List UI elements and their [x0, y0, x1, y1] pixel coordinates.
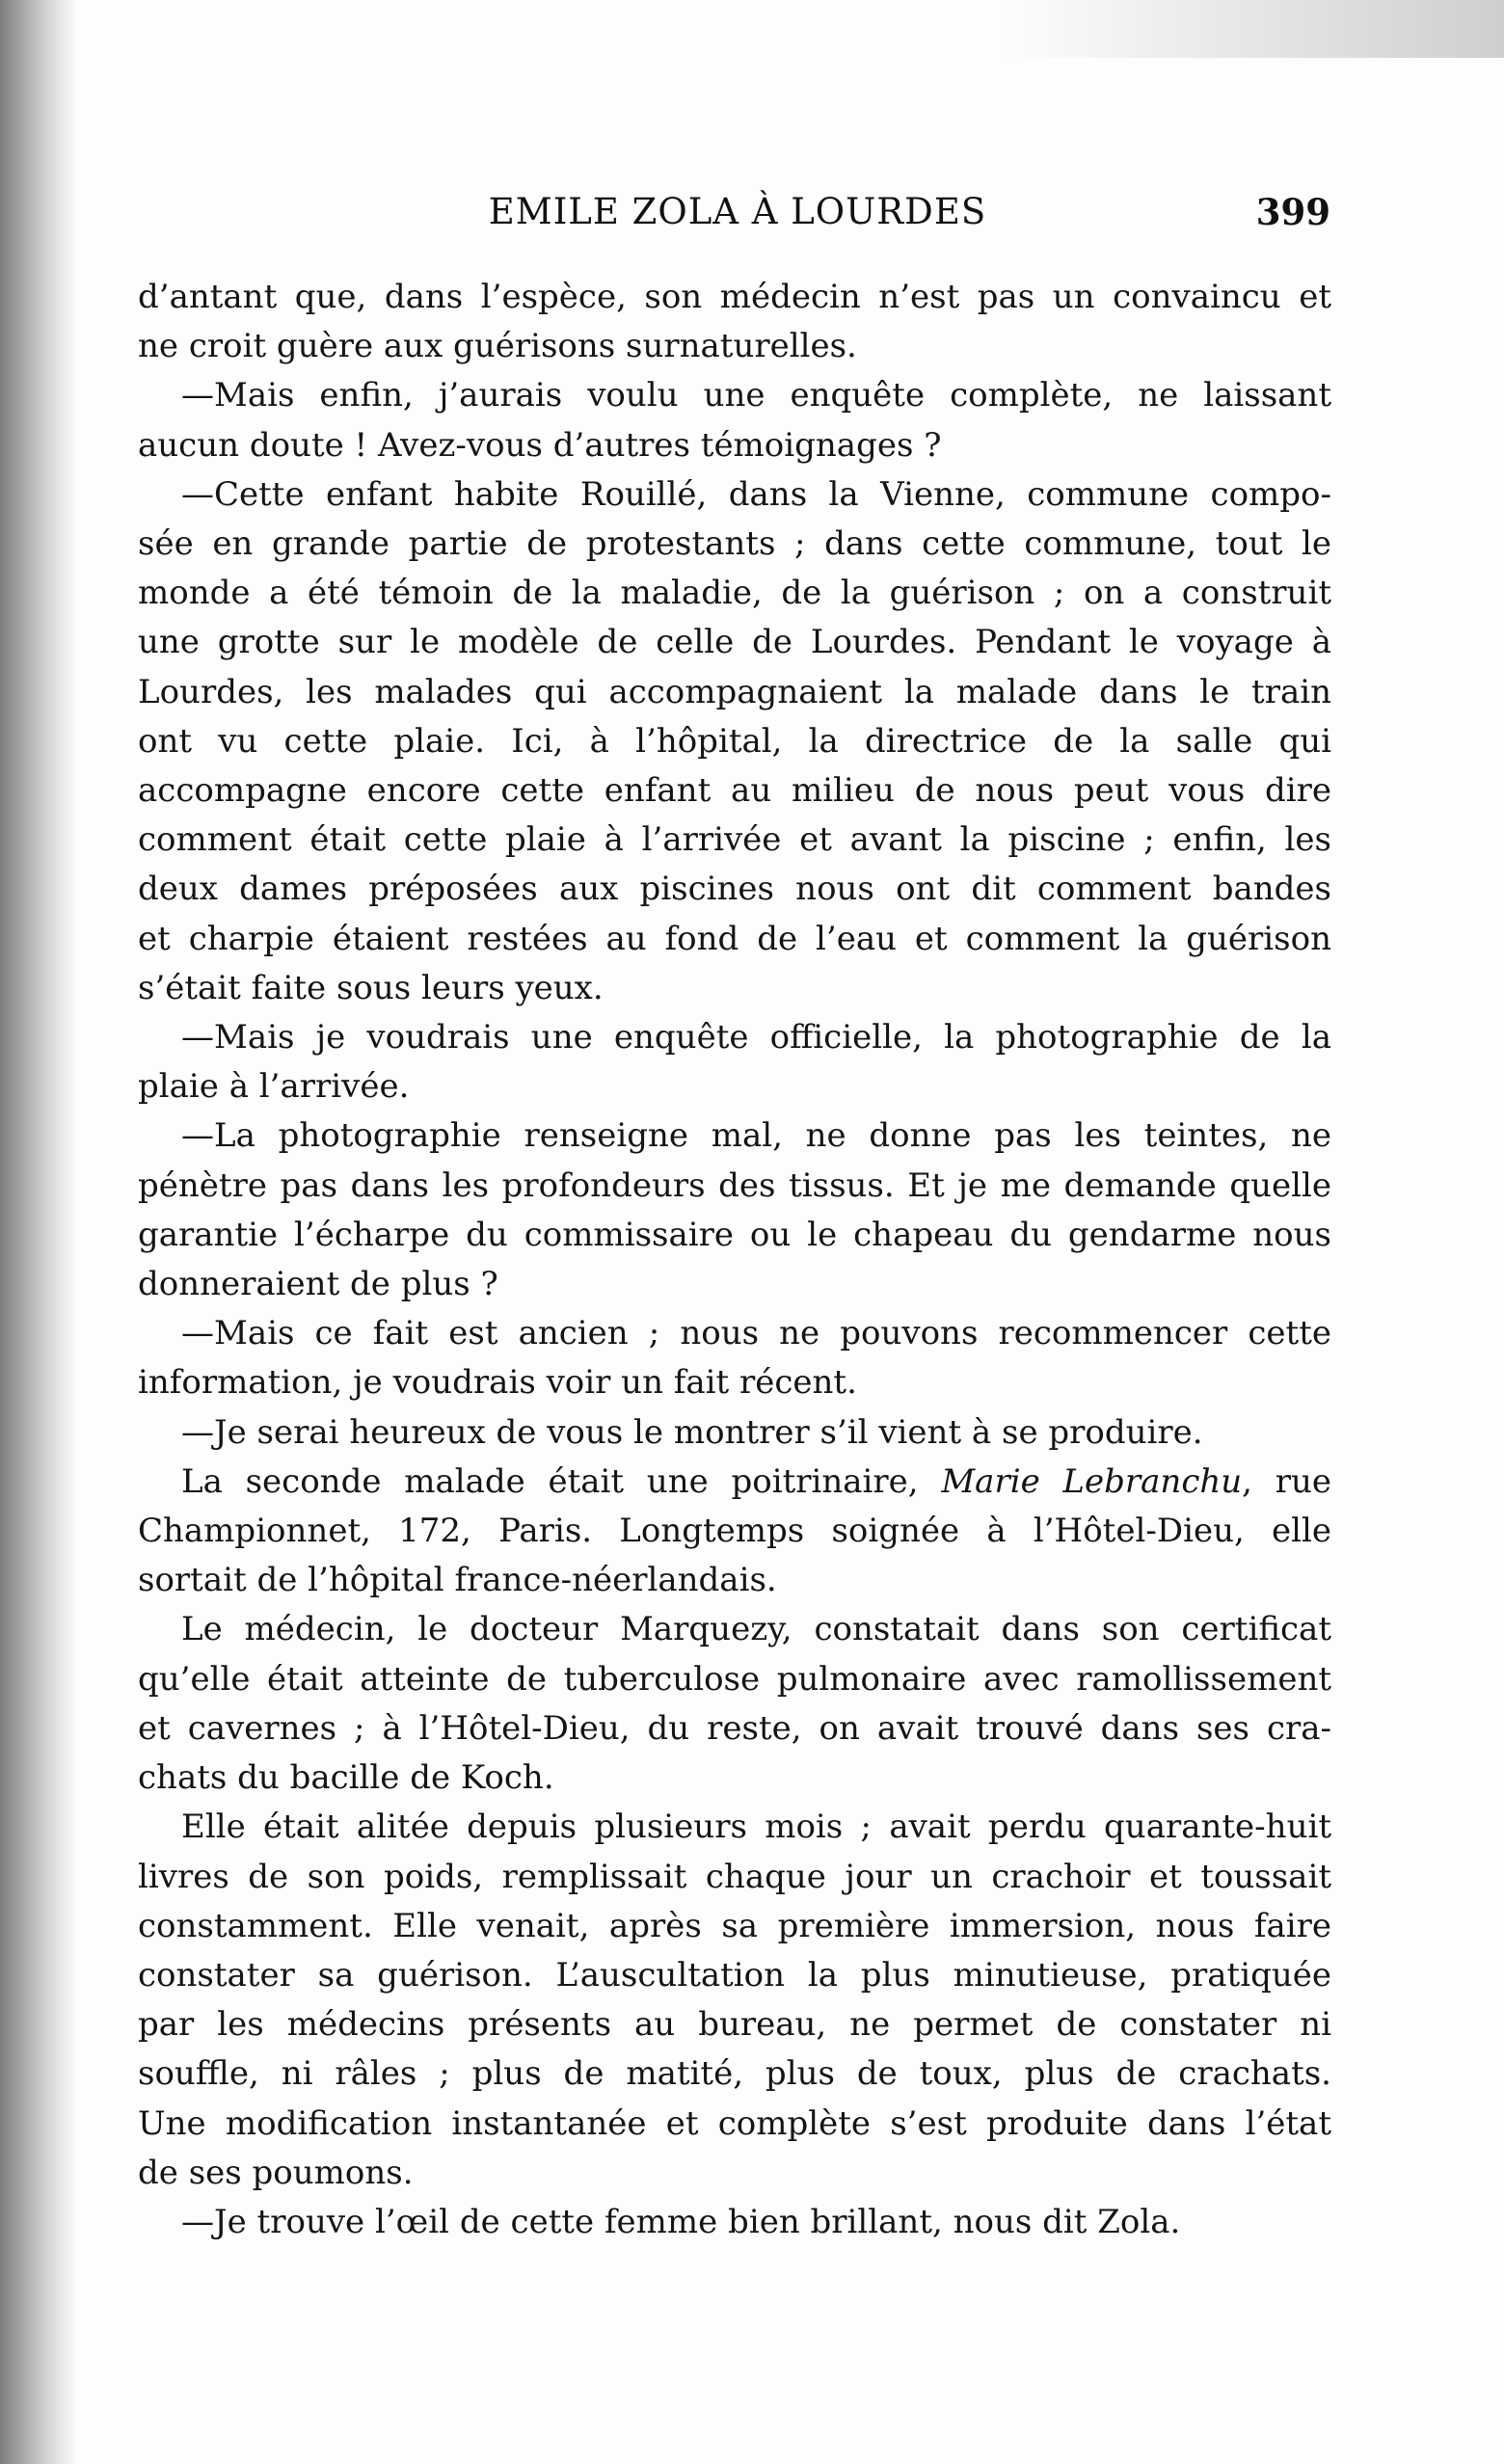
text-line: —Mais ce fait est ancien ; nous ne pouvons recommencer cette — [181, 1314, 1331, 1353]
text-line: monde a été témoin de la maladie, de la guérison ; on a construit — [138, 574, 1331, 613]
text-line: deux dames préposées aux piscines nous ont dit comment bandes — [138, 870, 1331, 909]
text-line: et charpie étaient restées au fond de l’eau et comment la guérison — [138, 919, 1331, 958]
text-line: —Cette enfant habite Rouillé, dans la Vienne, commune compo- — [181, 474, 1331, 514]
text-line: qu’elle était atteinte de tuberculose pulmonaire avec ramollissement — [138, 1659, 1331, 1699]
text-line: sortait de l’hôpital france-néerlandais. — [138, 1561, 777, 1600]
text-line: Lourdes, les malades qui accompagnaient la malade dans le train — [138, 672, 1331, 711]
running-head — [145, 191, 1330, 245]
text-line: sée en grande partie de protestants ; dans cette commune, tout le — [138, 524, 1331, 564]
text-line: chats du bacille de Koch. — [138, 1758, 554, 1798]
text-line: d’antant que, dans l’espèce, son médecin n’est pas un convaincu et — [138, 278, 1331, 316]
text-line: garantie l’écharpe du commissaire ou le chapeau du gendarme nous — [138, 1215, 1331, 1254]
text-line: Une modification instantanée et complète s’est produite dans l’état — [138, 2103, 1331, 2143]
text-line: Le médecin, le docteur Marquezy, constatait dans son certificat — [181, 1610, 1331, 1649]
text-line: —Je trouve l’œil de cette femme bien brillant, nous dit Zola. — [181, 2202, 1181, 2241]
text-line: information, je voudrais voir un fait récent. — [138, 1363, 857, 1403]
text-line: ont vu cette plaie. Ici, à l’hôpital, la directrice de la salle qui — [138, 721, 1331, 761]
text-line: Elle était alitée depuis plusieurs mois ; avait perdu quarante-huit — [181, 1808, 1331, 1847]
italic-name: Marie Lebranchu — [941, 1461, 1243, 1501]
text-line: souffle, ni râles ; plus de matité, plus de toux, plus de crachats. — [138, 2054, 1331, 2094]
text-line: Championnet, 172, Paris. Longtemps soignée à l’Hôtel-Dieu, elle — [138, 1512, 1331, 1551]
text-line: donneraient de plus ? — [138, 1265, 498, 1304]
text-line: s’était faite sous leurs yeux. — [138, 968, 604, 1007]
running-title: EMILE ZOLA À LOURDES — [488, 191, 987, 232]
text-line: plaie à l’arrivée. — [138, 1067, 410, 1107]
text-line: ne croit guère aux guérisons surnaturelles. — [138, 327, 857, 366]
scan-edge-shading — [1003, 0, 1504, 58]
text-line: de ses poumons. — [138, 2153, 414, 2192]
text-line: —Mais enfin, j’aurais voulu une enquête complète, ne laissant — [181, 376, 1331, 415]
text-line: —Je serai heureux de vous le montrer s’il vient à se produire. — [181, 1412, 1203, 1452]
binding-shadow — [0, 0, 77, 2464]
text-line: aucun doute ! Avez-vous d’autres témoignages ? — [138, 425, 942, 465]
body-text — [138, 273, 1331, 2247]
text-line: constater sa guérison. L’auscultation la plus minutieuse, pratiquée — [138, 1955, 1331, 1995]
text-line: une grotte sur le modèle de celle de Lourdes. Pendant le voyage à — [138, 623, 1331, 662]
page-number: 399 — [1255, 191, 1330, 233]
text-line: comment était cette plaie à l’arrivée et avant la piscine ; enfin, les — [138, 820, 1331, 860]
text-line: pénètre pas dans les profondeurs des tissus. Et je me demande quelle — [138, 1165, 1331, 1205]
text-line: —La photographie renseigne mal, ne donne pas les teintes, ne — [181, 1116, 1331, 1156]
text-line: livres de son poids, remplissait chaque jour un crachoir et toussait — [138, 1857, 1331, 1896]
text-line: constamment. Elle venait, après sa première immersion, nous faire — [138, 1906, 1331, 1945]
text-line: et cavernes ; à l’Hôtel-Dieu, du reste, on avait trouvé dans ses cra- — [138, 1708, 1331, 1748]
text-line: La seconde malade était une poitrinaire, Marie Lebranchu, rue — [181, 1461, 1331, 1501]
text-line: —Mais je voudrais une enquête officielle, la photographie de la — [181, 1018, 1331, 1058]
text-line: par les médecins présents au bureau, ne permet de constater ni — [138, 2005, 1331, 2045]
text-line: accompagne encore cette enfant au milieu de nous peut vous dire — [138, 771, 1331, 811]
